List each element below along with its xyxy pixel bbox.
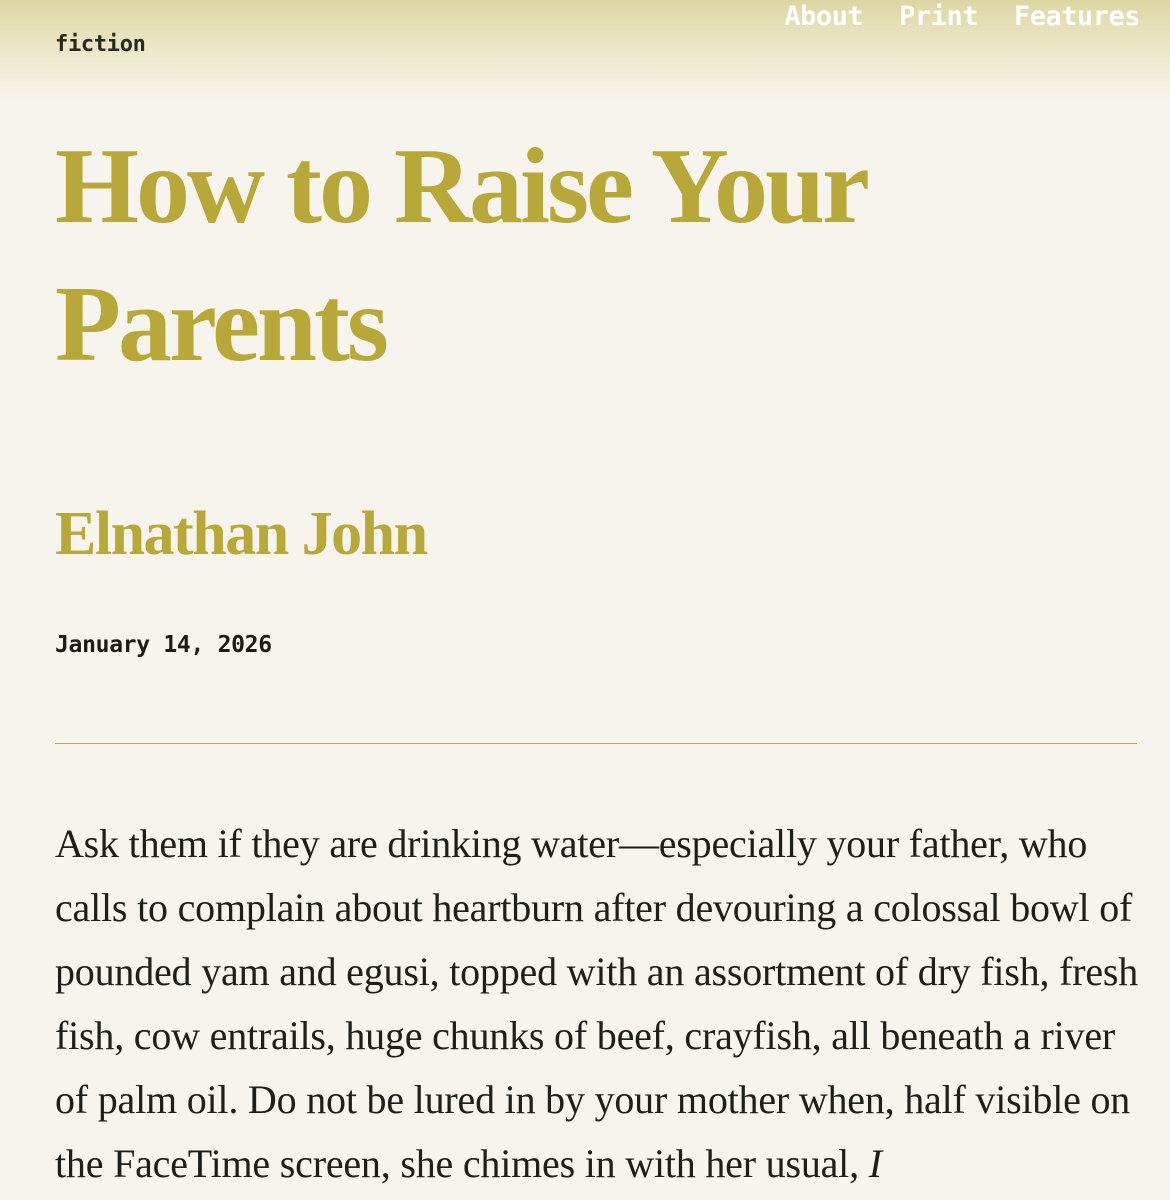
article-body-paragraph <box>55 812 1140 1196</box>
section-label[interactable]: fiction <box>55 32 146 57</box>
body-italic-text: I <box>868 1141 882 1186</box>
nav-link-about[interactable]: About <box>784 1 864 32</box>
top-nav <box>784 0 1140 34</box>
nav-link-print[interactable]: Print <box>899 1 978 32</box>
nav-link-features[interactable]: Features <box>1013 1 1140 32</box>
divider <box>55 743 1137 744</box>
publish-date: January 14, 2026 <box>55 632 272 658</box>
article-author[interactable]: Elnathan John <box>55 500 427 568</box>
article-title: How to Raise Your Parents <box>55 127 865 384</box>
body-text: Ask them if they are drinking water—especially your father, who calls to complain about heartburn after devouring a colossal bowl of pounded yam and egusi, topped with an assortment of dry fish, fresh fish, cow entrails, huge chunks of beef, crayfish, all beneath a river of palm oil. Do not be lured in by your mother when, half visible on the FaceTime screen, she chimes in with her usual, <box>55 821 1139 1186</box>
